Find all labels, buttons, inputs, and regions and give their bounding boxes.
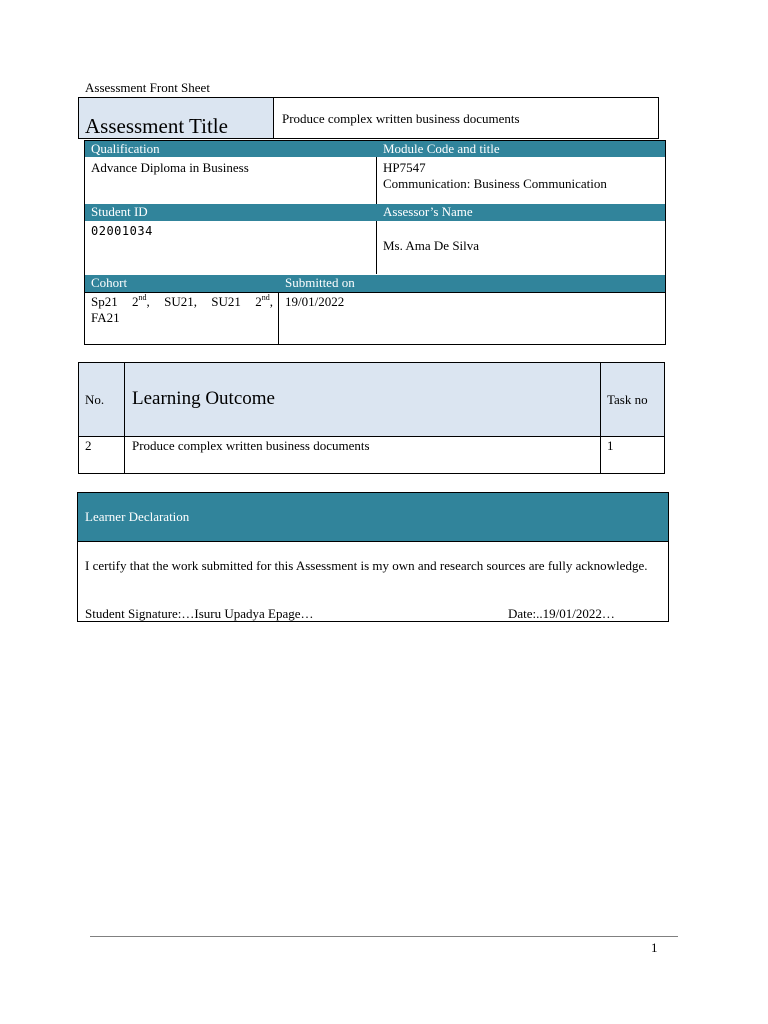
module-title: Communication: Business Communication <box>383 176 607 191</box>
student-signature: Student Signature:…Isuru Upadya Epage… <box>85 606 314 621</box>
module-header <box>377 141 665 157</box>
lo-row-outcome: Produce complex written business documents <box>132 438 370 453</box>
info-table <box>84 140 666 345</box>
declaration-heading: Learner Declaration <box>85 509 190 524</box>
module-code: HP7547 <box>383 160 426 175</box>
lo-task-header: Task no <box>607 392 648 407</box>
cohort-header <box>85 275 279 292</box>
student-id-header <box>85 204 377 221</box>
assessor-label: Assessor’s Name <box>383 204 473 219</box>
cohort-part3: , <box>269 294 273 309</box>
lo-col-divider-1 <box>124 363 125 473</box>
info-divider-1 <box>376 157 377 204</box>
lo-row-task: 1 <box>607 438 614 453</box>
assessor-header <box>377 204 665 221</box>
assessment-title-cell <box>78 97 274 139</box>
submitted-value: 19/01/2022 <box>285 294 345 309</box>
declaration-box <box>77 492 669 622</box>
cohort-value <box>91 294 273 326</box>
cohort-sup1: nd <box>138 292 147 302</box>
lo-no-header: No. <box>85 392 105 407</box>
lo-row-divider <box>79 436 664 437</box>
learning-outcome-table <box>78 362 665 474</box>
student-id-label: Student ID <box>91 204 148 219</box>
declaration-statement: I certify that the work submitted for this Assessment is my own and research sources are fully acknowledge. <box>85 558 648 573</box>
lo-row-no: 2 <box>85 438 92 453</box>
submitted-header <box>279 275 665 292</box>
assessment-title-value: Produce complex written business documents <box>282 111 520 126</box>
qualification-label: Qualification <box>91 141 160 156</box>
module-label: Module Code and title <box>383 141 500 156</box>
page-number: 1 <box>651 940 658 955</box>
submitted-label: Submitted on <box>285 275 355 290</box>
sheet-label: Assessment Front Sheet <box>85 80 210 95</box>
declaration-divider <box>78 541 668 542</box>
declaration-header <box>78 493 668 541</box>
student-id-value: 02001034 <box>91 224 153 238</box>
assessor-value: Ms. Ama De Silva <box>383 238 480 253</box>
lo-col-divider-2 <box>600 363 601 473</box>
assessment-title-label: Assessment Title <box>85 114 228 138</box>
cohort-part2: , SU21, SU21 2 <box>146 294 262 309</box>
declaration-date: Date:..19/01/2022… <box>508 606 615 621</box>
cohort-line1 <box>91 294 273 310</box>
lo-outcome-header: Learning Outcome <box>132 388 275 409</box>
info-row3-topline <box>85 292 665 293</box>
footer-rule <box>90 936 678 937</box>
info-divider-2 <box>376 221 377 274</box>
cohort-line2: FA21 <box>91 310 120 325</box>
info-divider-3 <box>278 292 279 344</box>
cohort-label: Cohort <box>91 275 128 290</box>
qualification-header <box>85 141 377 157</box>
qualification-value: Advance Diploma in Business <box>91 160 249 175</box>
cohort-sup2: nd <box>261 292 270 302</box>
assessment-title-value-cell <box>273 97 659 139</box>
cohort-part1: Sp21 2 <box>91 294 139 309</box>
